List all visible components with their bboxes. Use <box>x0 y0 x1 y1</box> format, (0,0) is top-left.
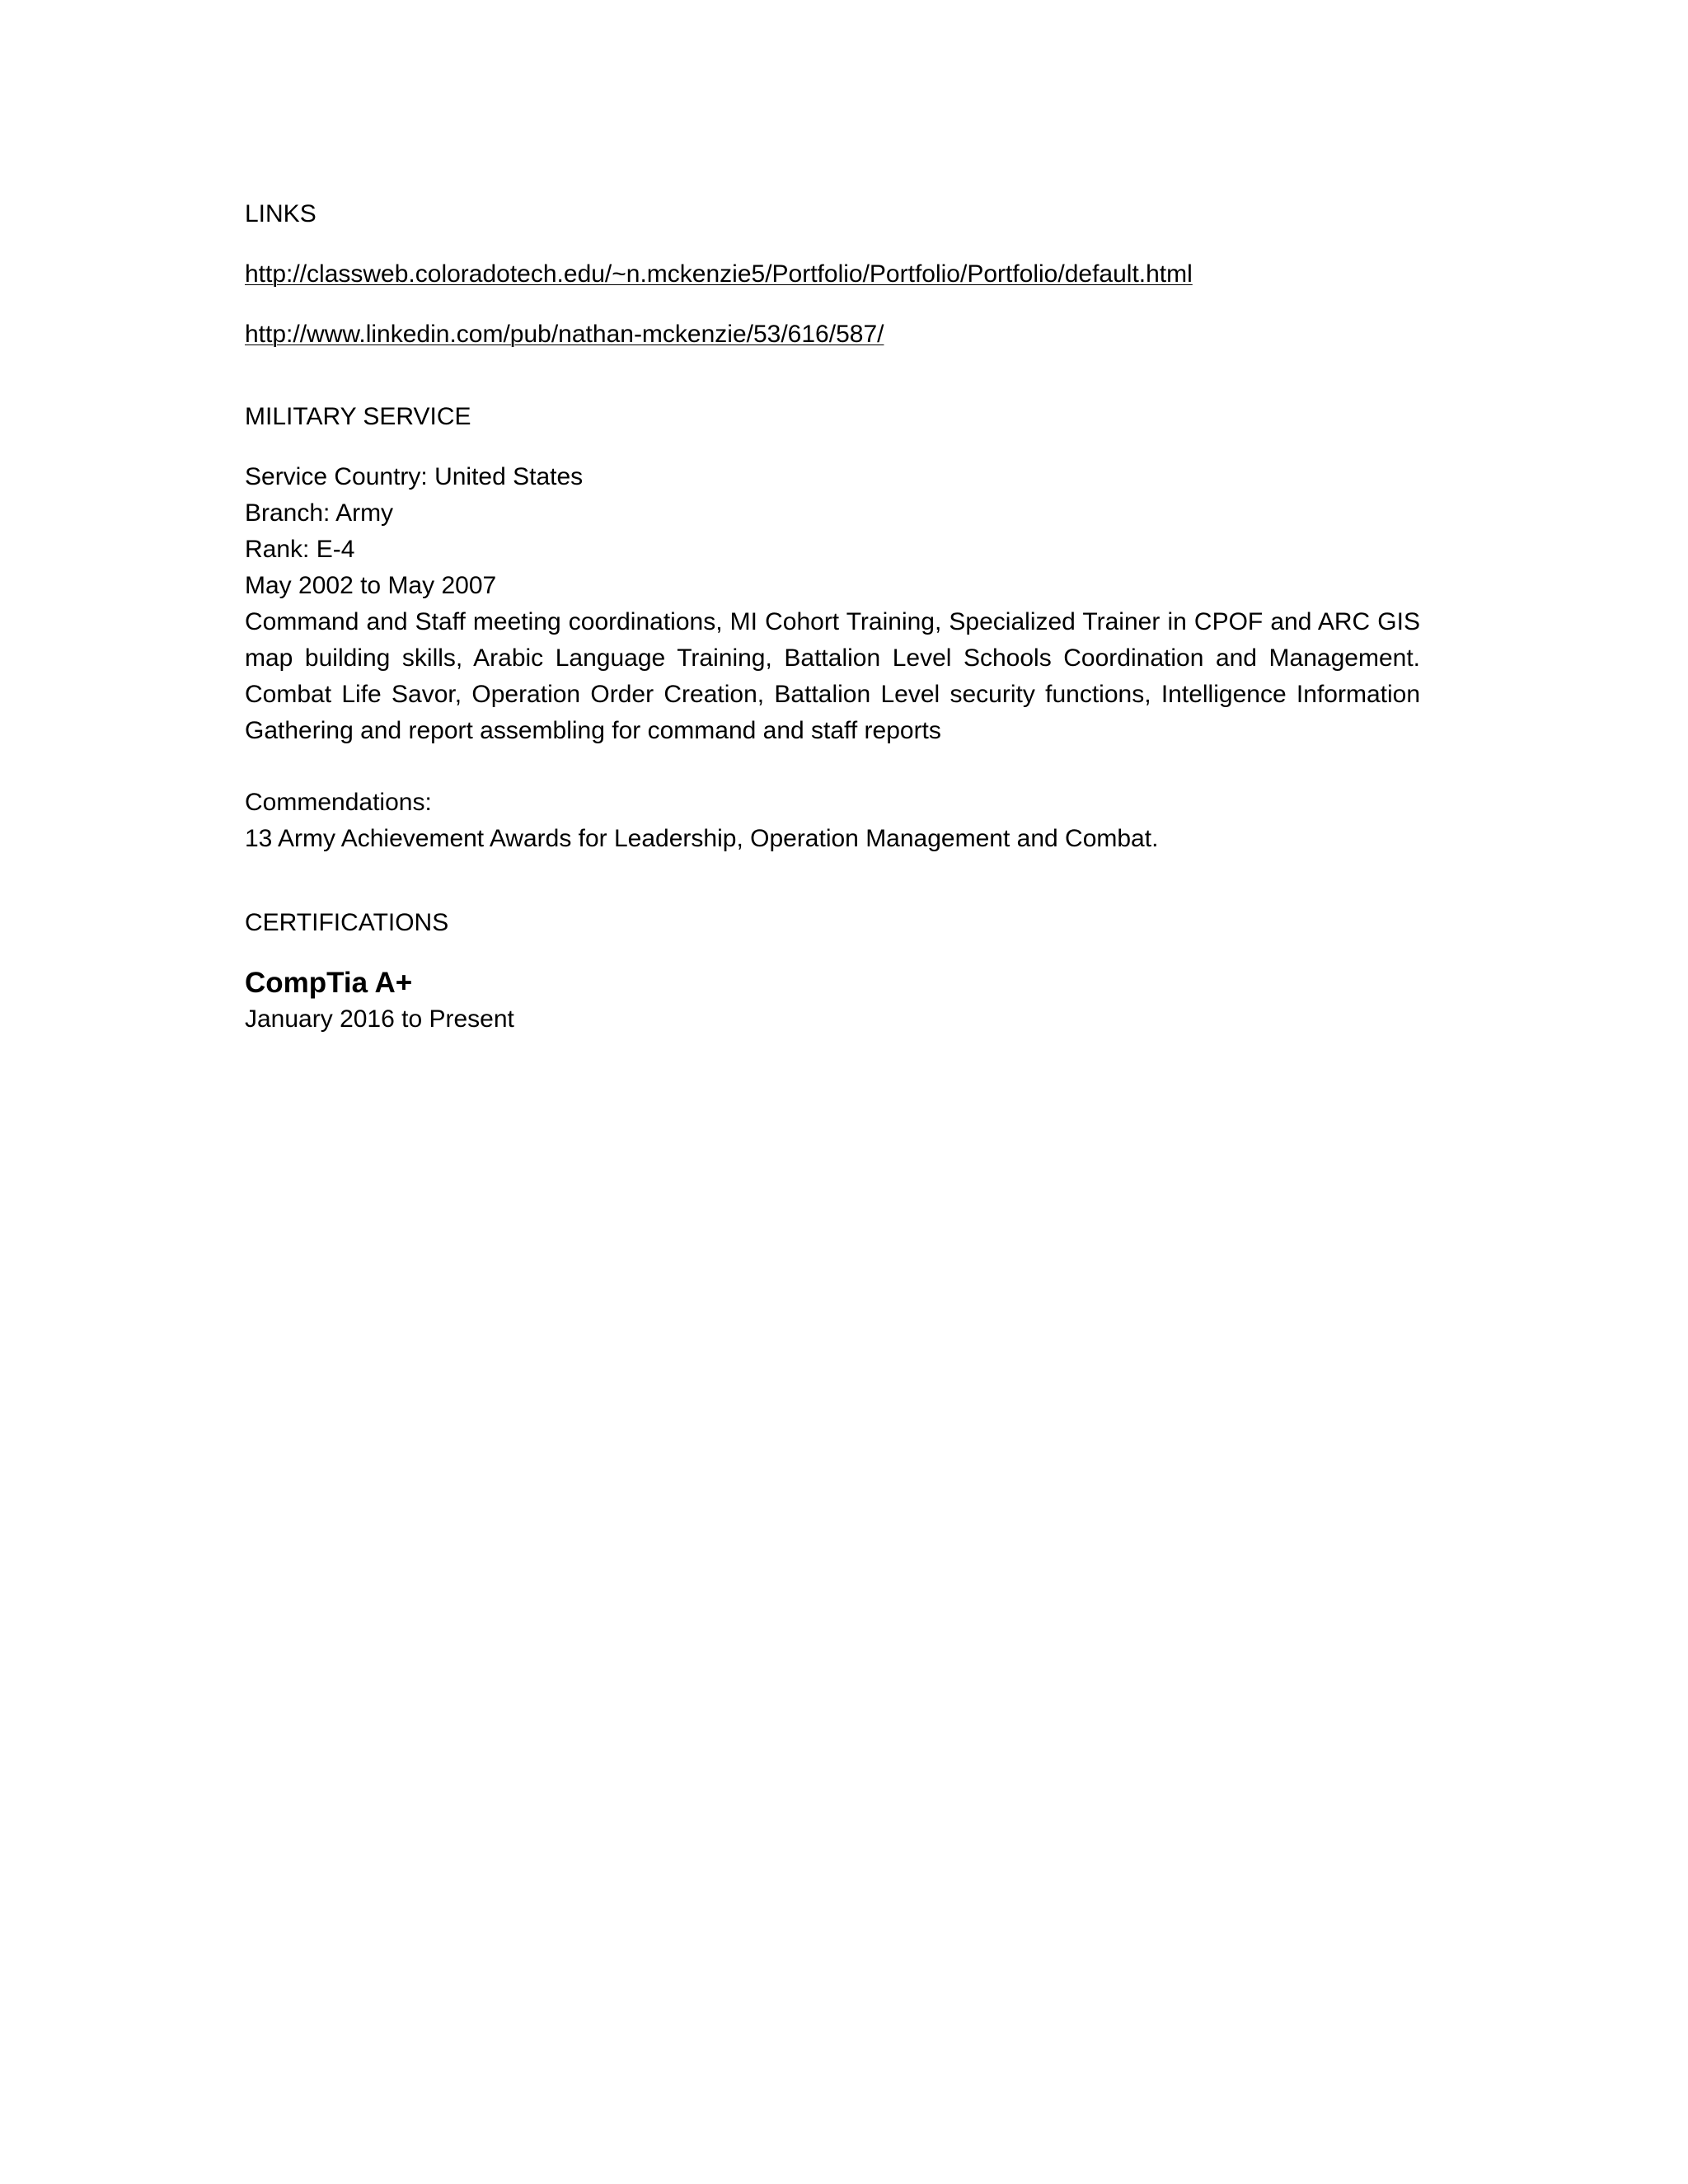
military-service-heading: MILITARY SERVICE <box>245 403 471 430</box>
certifications-heading: CERTIFICATIONS <box>245 909 449 936</box>
service-rank: Rank: E-4 <box>245 536 355 563</box>
certification-title: CompTia A+ <box>245 967 413 999</box>
linkedin-link[interactable]: http://www.linkedin.com/pub/nathan-mckenzie/53/616/587/ <box>245 321 884 348</box>
service-branch: Branch: Army <box>245 499 394 527</box>
service-description: Command and Staff meeting coordinations, MI Cohort Training, Specialized Trainer in CPOF and ARC GIS map building skills, Arabic Language Training, Battalion Level Schools Coordination and Management. Combat Life Savor, Operation Order Creation, Battalion Level security functions, Intelligence Information Gathering and report assembling for command and staff reports <box>245 608 1420 744</box>
commendations-text: 13 Army Achievement Awards for Leadership, Operation Management and Combat. <box>245 825 1159 852</box>
service-dates: May 2002 to May 2007 <box>245 572 497 599</box>
portfolio-link[interactable]: http://classweb.coloradotech.edu/~n.mckenzie5/Portfolio/Portfolio/Portfolio/default.html <box>245 260 1193 288</box>
commendations-label: Commendations: <box>245 789 432 816</box>
resume-page <box>245 196 1420 1038</box>
certification-dates: January 2016 to Present <box>245 1005 514 1033</box>
commendations-block <box>245 785 1420 857</box>
certification-item <box>245 965 1420 1038</box>
military-service-details <box>245 459 1420 749</box>
links-heading: LINKS <box>245 200 316 227</box>
service-country: Service Country: United States <box>245 463 584 490</box>
